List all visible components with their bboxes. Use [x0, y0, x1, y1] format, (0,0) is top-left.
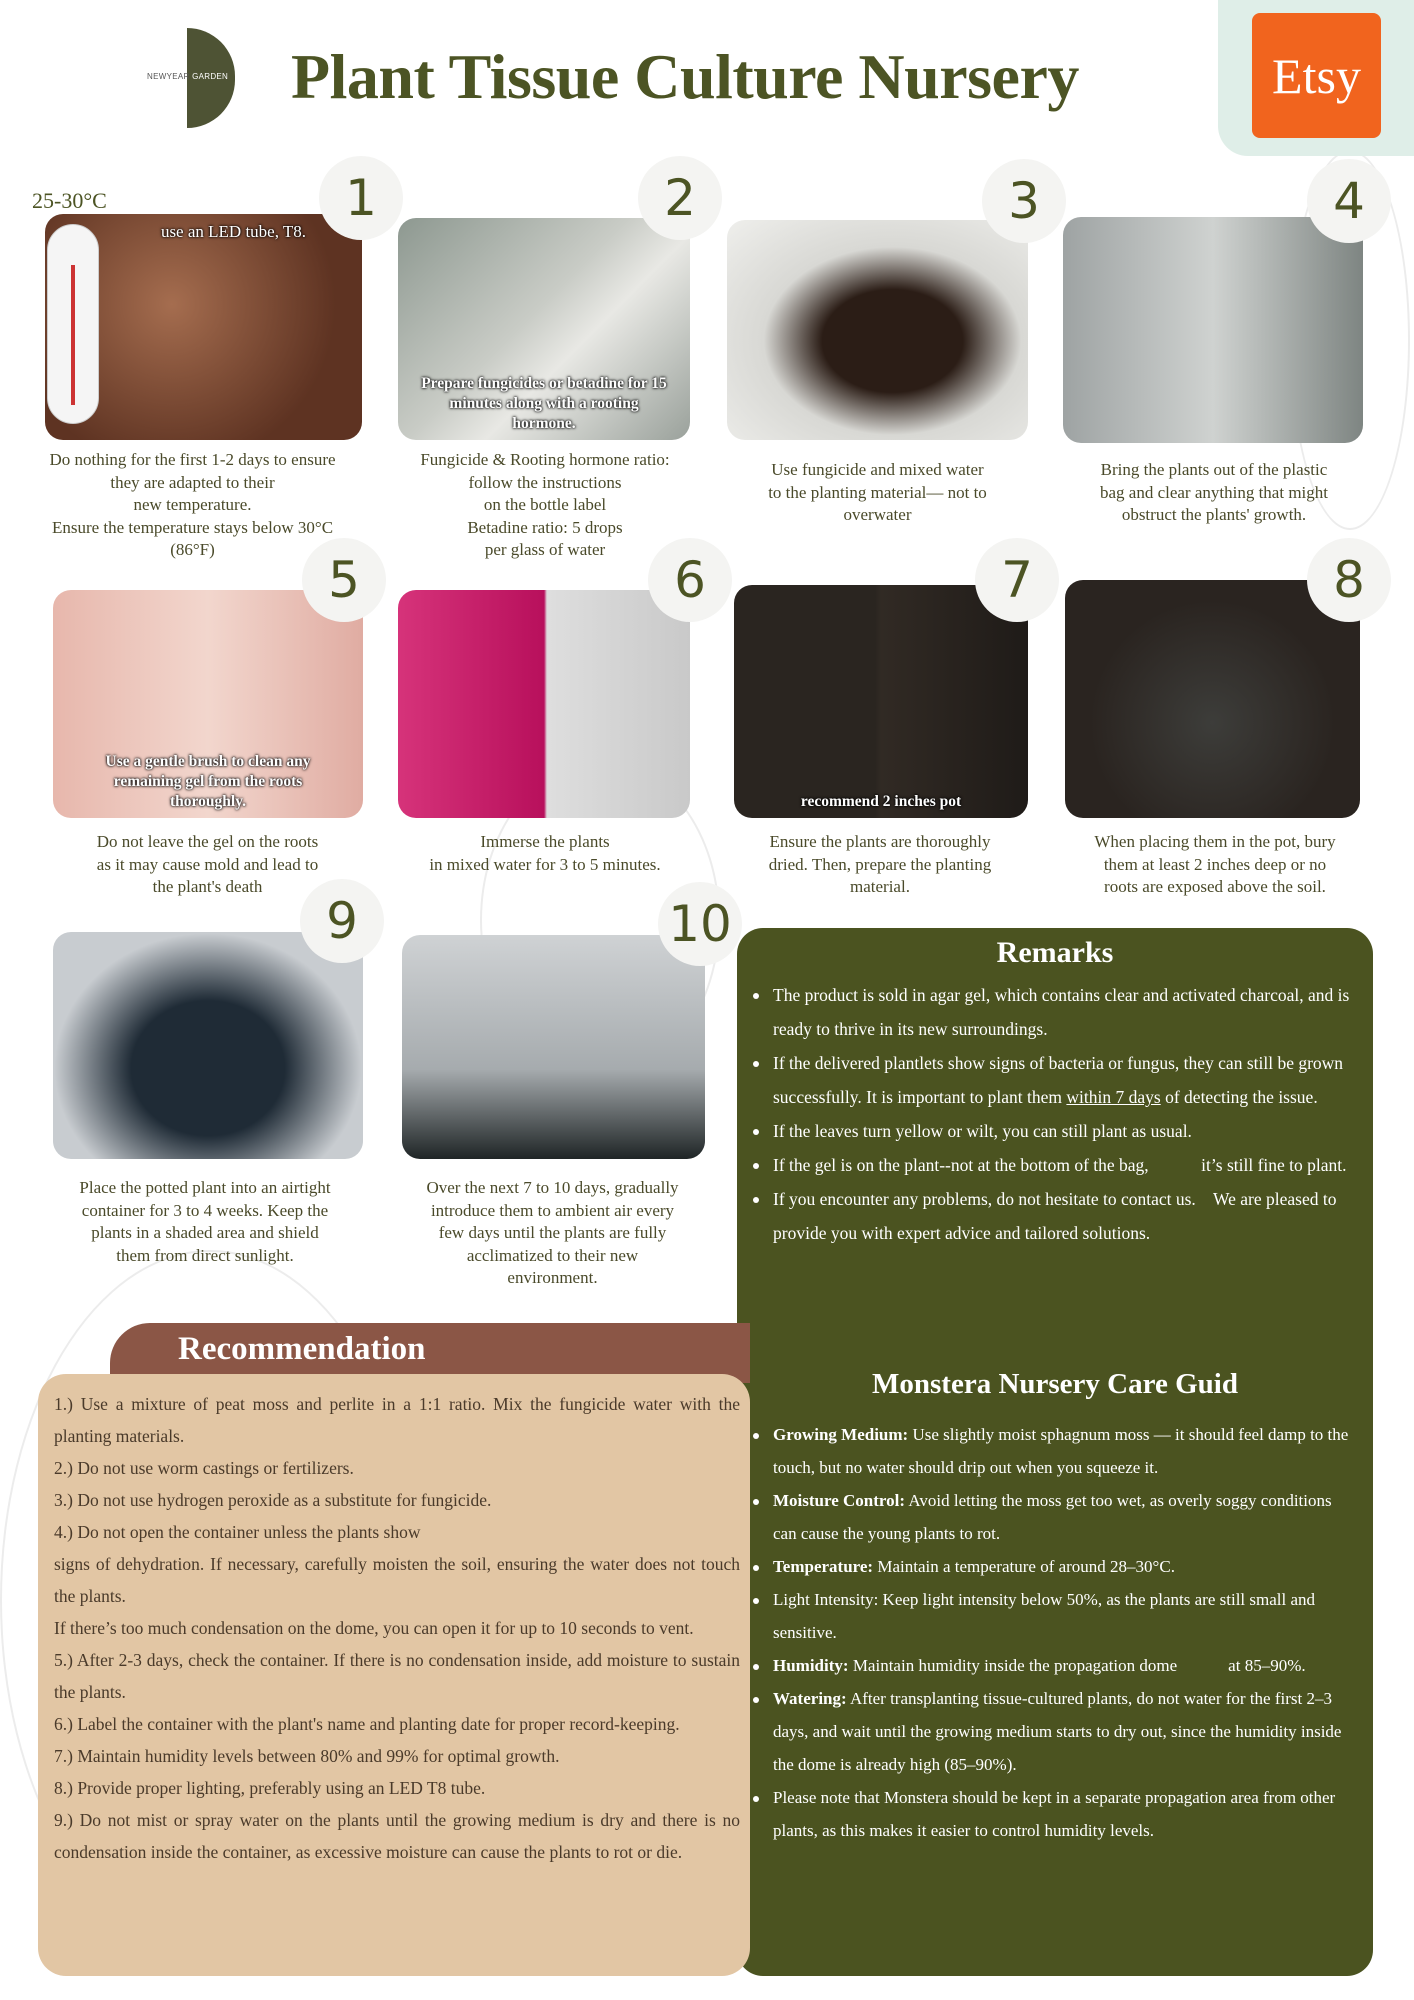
step-3-caption: Use fungicide and mixed water to the planting material— not to overwater — [768, 460, 987, 524]
step-10-photo — [402, 935, 705, 1159]
step-10-number: 10 — [658, 882, 742, 966]
care-guide-text: Light Intensity: Keep light intensity below 50%, as the plants are still small and sensitive. — [773, 1590, 1320, 1642]
step-5-caption: Do not leave the gel on the roots as it may cause mold and lead to the plant's death — [96, 832, 319, 896]
step-4-number: 4 — [1307, 159, 1391, 243]
recommendation-item: 4.) Do not open the container unless the plants show — [54, 1522, 421, 1542]
step-10-caption: Over the next 7 to 10 days, gradually introduce them to ambient air every few days until the plants are fully acclimatized to their new environment. — [426, 1178, 679, 1287]
step-2-photo — [398, 218, 690, 440]
remark-text: If the leaves turn yellow or wilt, you can still plant as usual. — [773, 1121, 1192, 1141]
care-guide-text: Maintain humidity inside the propagation dome at 85–90%. — [848, 1656, 1306, 1675]
thermometer-icon — [47, 224, 99, 424]
step-6-caption: Immerse the plants in mixed water for 3 to 5 minutes. — [429, 832, 661, 874]
step-2-photo-caption: Prepare fungicides or betadine for 15 minutes along with a rooting hormone. — [421, 375, 667, 432]
care-guide-item — [737, 1583, 1359, 1649]
recommendation-item: If there’s too much condensation on the dome, you can open it for up to 10 seconds to vent. — [54, 1618, 694, 1638]
etsy-logo-button[interactable]: Etsy — [1252, 13, 1381, 138]
care-guide-label: Watering: — [773, 1689, 847, 1708]
step-7-photo — [734, 585, 1028, 818]
step-4-caption: Bring the plants out of the plastic bag and clear anything that might obstruct the plants' growth. — [1099, 460, 1328, 524]
remarks-list — [737, 978, 1373, 1250]
recommendation-item: 9.) Do not mist or spray water on the plants until the growing medium is dry and there is no condensation inside the container, as excessive moisture can cause the plants to rot or die. — [54, 1810, 740, 1862]
recommendation-item: 2.) Do not use worm castings or fertilizers. — [54, 1458, 354, 1478]
remark-before: If the delivered plantlets show signs of bacteria or fungus, they can still be grown successfully. It is important to plant them — [773, 1053, 1344, 1107]
care-guide-text: After transplanting tissue-cultured plants, do not water for the first 2–3 days, and wait until the growing medium starts to dry out, since the humidity inside the dome is already high (85–90%). — [773, 1689, 1346, 1774]
step-1-photo — [45, 214, 362, 440]
remark-item — [737, 1148, 1353, 1182]
step-5-number: 5 — [302, 538, 386, 622]
step-2-caption: Fungicide & Rooting hormone ratio: follow the instructions on the bottle label Betadine ratio: 5 drops per glass of water — [420, 450, 670, 559]
step-9-photo — [53, 932, 363, 1159]
remark-after: of detecting the issue. — [1160, 1087, 1318, 1107]
remark-item — [737, 978, 1353, 1046]
step-1-number: 1 — [319, 156, 403, 240]
step-3-number: 3 — [982, 159, 1066, 243]
remarks-panel — [737, 928, 1373, 1976]
page-title: Plant Tissue Culture Nursery — [291, 41, 1079, 112]
recommendation-item: 1.) Use a mixture of peat moss and perlite in a 1:1 ratio. Mix the fungicide water with the planting materials. — [54, 1394, 740, 1446]
care-guide-item — [737, 1781, 1359, 1847]
care-guide-title: Monstera Nursery Care Guid — [872, 1368, 1238, 1400]
care-guide-text: Avoid letting the moss get too wet, as overly soggy conditions can cause the young plants to rot. — [773, 1491, 1336, 1543]
step-9-number: 9 — [300, 879, 384, 963]
recommendation-item: 7.) Maintain humidity levels between 80% and 99% for optimal growth. — [54, 1746, 560, 1766]
care-guide-text: Use slightly moist sphagnum moss — it should feel damp to the touch, but no water should drip out when you squeeze it. — [773, 1425, 1353, 1477]
temperature-label: 25-30°C — [32, 188, 107, 213]
care-guide-label: Temperature: — [773, 1557, 874, 1576]
care-guide-label: Humidity: — [773, 1656, 849, 1675]
remark-text: If the gel is on the plant--not at the bottom of the bag, it’s still fine to plant. — [773, 1155, 1347, 1175]
recommendation-item: 3.) Do not use hydrogen peroxide as a substitute for fungicide. — [54, 1490, 492, 1510]
step-5-photo-caption: Use a gentle brush to clean any remaining gel from the roots thoroughly. — [105, 753, 311, 810]
remark-item — [737, 1114, 1353, 1148]
remark-text: If you encounter any problems, do not hesitate to contact us. We are pleased to provide you with expert advice and tailored solutions. — [773, 1189, 1341, 1243]
care-guide-item — [737, 1649, 1359, 1682]
step-8-photo — [1065, 580, 1360, 818]
step-5-photo — [53, 590, 363, 818]
step-7-caption: Ensure the plants are thoroughly dried. Then, prepare the planting material. — [768, 832, 992, 896]
recommendation-title: Recommendation — [178, 1331, 426, 1367]
step-4-photo — [1063, 217, 1363, 443]
step-6-number: 6 — [648, 538, 732, 622]
care-guide-text: Please note that Monstera should be kept in a separate propagation area from other plants, as this makes it easier to control humidity levels. — [773, 1788, 1340, 1840]
step-1-photo-caption: use an LED tube, T8. — [160, 222, 307, 241]
step-8-caption: When placing them in the pot, bury them at least 2 inches deep or no roots are exposed above the soil. — [1094, 832, 1336, 896]
recommendation-item: 5.) After 2-3 days, check the container. If there is no condensation inside, add moisture to sustain the plants. — [54, 1650, 740, 1702]
care-guide-item — [737, 1550, 1359, 1583]
step-1-caption: Do nothing for the first 1-2 days to ensure they are adapted to their new temperature. Ensure the temperature stays below 30°C (86°F) — [49, 450, 336, 559]
step-3-photo — [727, 220, 1028, 440]
remark-item — [737, 1182, 1353, 1250]
step-6-photo — [398, 590, 690, 818]
care-guide-item — [737, 1484, 1359, 1550]
recommendation-item: signs of dehydration. If necessary, carefully moisten the soil, ensuring the water does not touch the plants. — [54, 1554, 740, 1606]
step-8-number: 8 — [1307, 538, 1391, 622]
remark-underline: within 7 days — [1066, 1087, 1161, 1107]
step-7-photo-caption: recommend 2 inches pot — [800, 793, 962, 810]
brand-logo: NEWYEAR GARDEN — [147, 28, 235, 128]
recommendation-body — [38, 1374, 750, 1976]
step-9-caption: Place the potted plant into an airtight container for 3 to 4 weeks. Keep the plants in a shaded area and shield them from direct sunlight. — [79, 1178, 331, 1265]
remark-text: The product is sold in agar gel, which contains clear and activated charcoal, and is ready to thrive in its new surroundings. — [773, 985, 1354, 1039]
care-guide-label: Moisture Control: — [773, 1491, 906, 1510]
care-guide-label: Growing Medium: — [773, 1425, 909, 1444]
step-2-number: 2 — [638, 156, 722, 240]
care-guide-list — [737, 1418, 1359, 1847]
remarks-title: Remarks — [996, 936, 1114, 969]
recommendation-item: 6.) Label the container with the plant's name and planting date for proper record-keeping. — [54, 1714, 680, 1734]
care-guide-item — [737, 1418, 1359, 1484]
remark-item — [737, 1046, 1353, 1114]
recommendation-item: 8.) Provide proper lighting, preferably using an LED T8 tube. — [54, 1778, 486, 1798]
care-guide-text: Maintain a temperature of around 28–30°C. — [873, 1557, 1175, 1576]
care-guide-item — [737, 1682, 1359, 1781]
step-7-number: 7 — [975, 538, 1059, 622]
